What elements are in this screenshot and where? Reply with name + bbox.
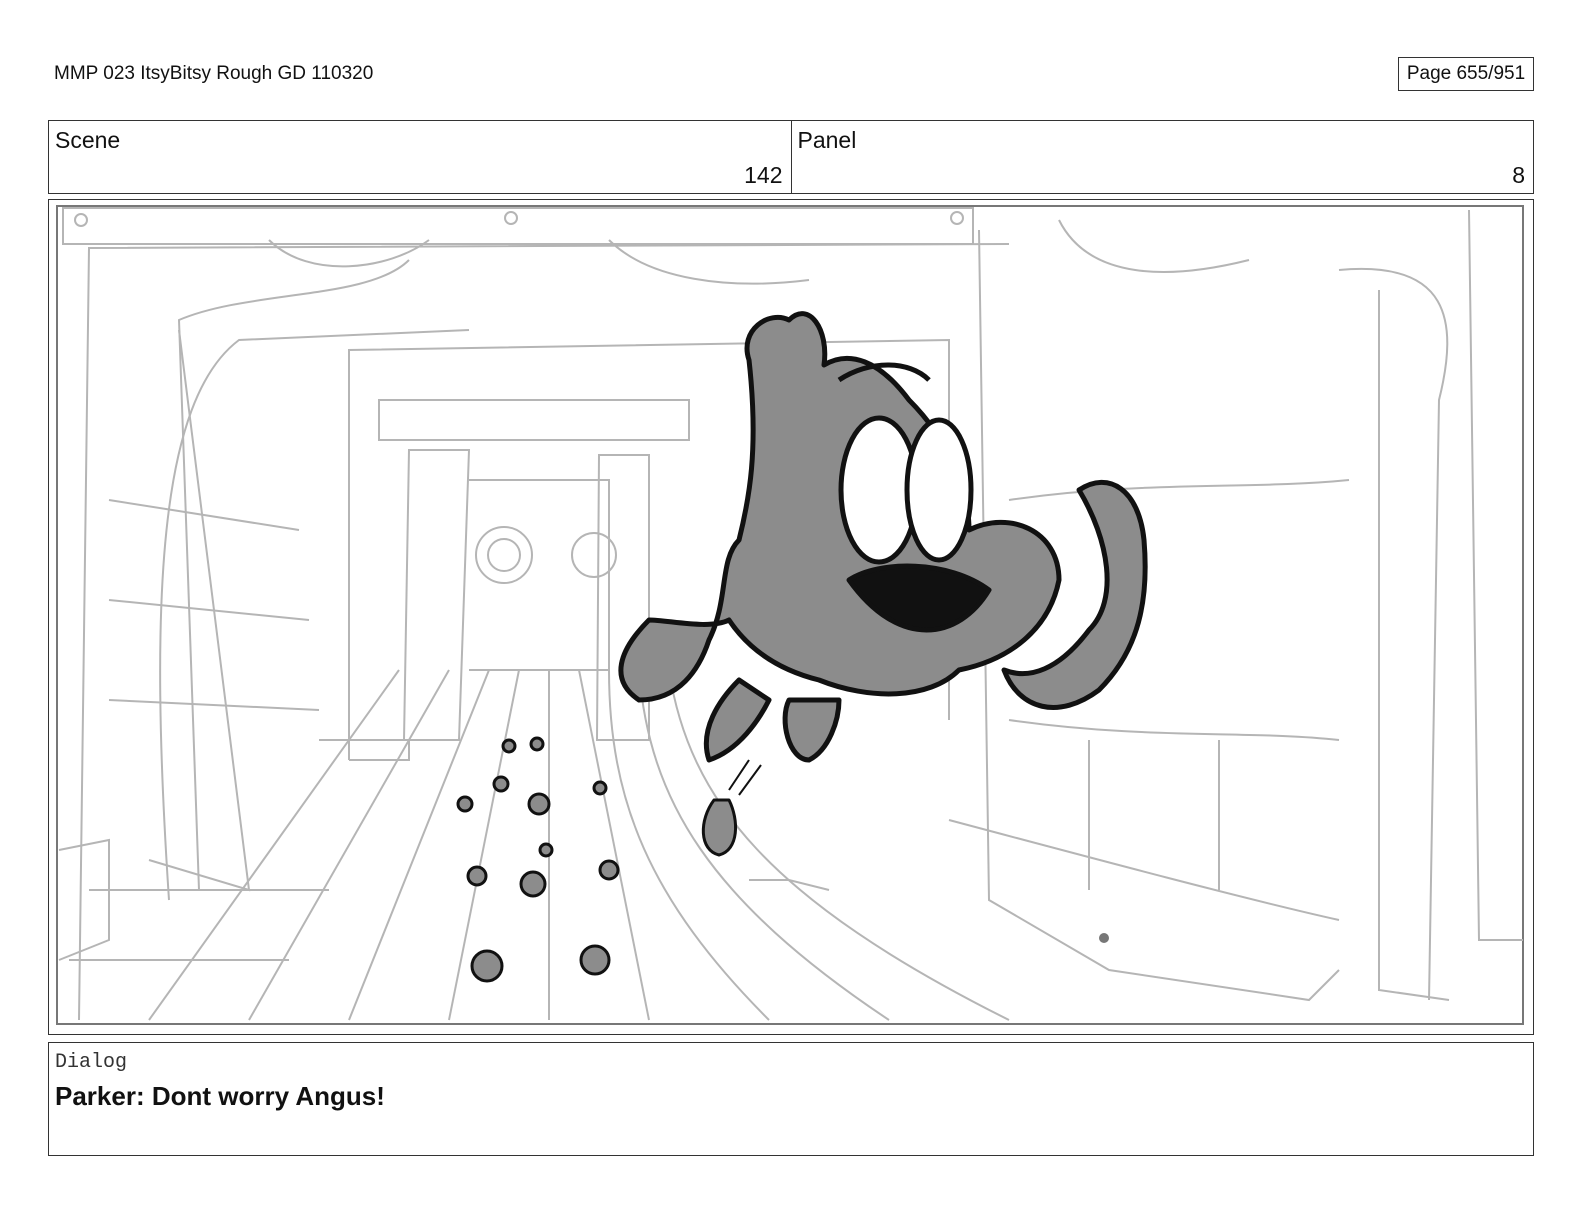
dialog-box [48,1042,1534,1156]
storyboard-drawing [49,200,1533,1034]
dialog-label: Dialog [55,1051,128,1074]
scene-label: Scene [55,127,121,153]
dialog-text: Parker: Dont worry Angus! [55,1081,385,1111]
spiders-sketch [458,738,1109,981]
panel-number: 8 [1512,162,1525,188]
scene-number: 142 [744,162,783,188]
scene-panel-info [48,120,1534,194]
storyboard-panel [48,199,1534,1035]
document-title: MMP 023 ItsyBitsy Rough GD 110320 [54,63,374,84]
scene-cell [49,121,791,193]
panel-label: Panel [797,127,857,153]
page-number: Page 655/951 [1398,57,1534,91]
panel-cell [791,121,1534,193]
character-sketch [621,314,1145,855]
